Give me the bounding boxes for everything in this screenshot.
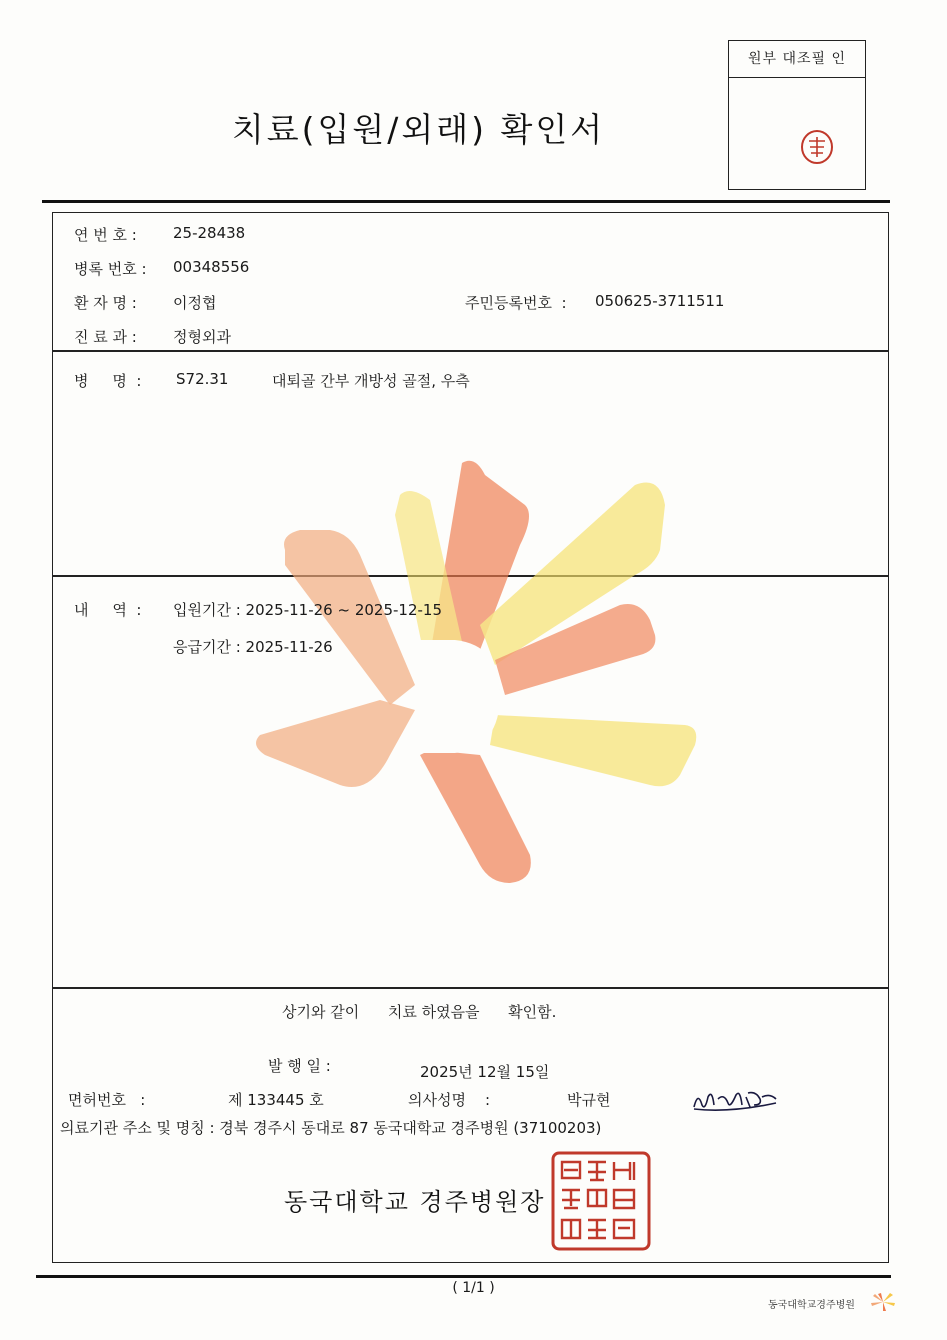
hospital-seal-icon [550, 1150, 652, 1252]
certification-statement: 상기와 같이 치료 하였음을 확인함. [282, 1003, 557, 1021]
issue-date-label: 발 행 일 : [268, 1057, 331, 1075]
confirmation-box-label: 원부 대조필 인 [729, 41, 865, 78]
diagnosis-name: 대퇴골 간부 개방성 골절, 우측 [272, 372, 470, 390]
bottom-rule [36, 1275, 891, 1278]
department-label: 진 료 과 : [74, 328, 137, 346]
divider-details [52, 987, 889, 989]
document-title: 치료(입원/외래) 확인서 [231, 110, 606, 149]
footer-logo-text: 동국대학교경주병원 [768, 1300, 855, 1311]
issue-date-value: 2025년 12월 15일 [420, 1063, 550, 1081]
department-value: 정형외과 [173, 328, 231, 346]
license-label: 면허번호 : [68, 1091, 146, 1109]
confirmation-seal-icon [799, 129, 835, 165]
doctor-name-label: 의사성명 : [408, 1091, 491, 1109]
institution-address: 의료기관 주소 및 명칭 : 경북 경주시 동대로 87 동국대학교 경주병원 (37100203) [60, 1119, 602, 1137]
serial-label: 연 번 호 : [74, 226, 137, 244]
hospital-watermark-icon [240, 455, 710, 885]
diagnosis-label: 병 명 : [74, 372, 142, 390]
hospital-name: 동국대학교 경주병원장 [284, 1188, 546, 1216]
license-value: 제 133445 호 [228, 1091, 324, 1109]
page-number: ( 1/1 ) [452, 1280, 495, 1296]
diagnosis-code: S72.31 [176, 370, 229, 388]
record-value: 00348556 [173, 258, 250, 276]
doctor-signature-icon [690, 1085, 780, 1115]
resident-number-label: 주민등록번호 : [465, 294, 567, 312]
patient-label: 환 자 명 : [74, 294, 137, 312]
resident-number-value: 050625-3711511 [595, 292, 725, 310]
footer-logo-icon [870, 1292, 896, 1312]
record-label: 병록 번호 : [74, 260, 147, 278]
admission-period: 입원기간 : 2025-11-26 ~ 2025-12-15 [173, 601, 443, 619]
emergency-period: 응급기간 : 2025-11-26 [173, 638, 333, 656]
details-label: 내 역 : [74, 601, 142, 619]
patient-value: 이정협 [173, 294, 217, 312]
top-rule [42, 200, 890, 203]
confirmation-box [728, 40, 866, 190]
divider-header [52, 350, 889, 352]
doctor-name-value: 박규현 [567, 1091, 611, 1109]
serial-value: 25-28438 [173, 224, 246, 242]
